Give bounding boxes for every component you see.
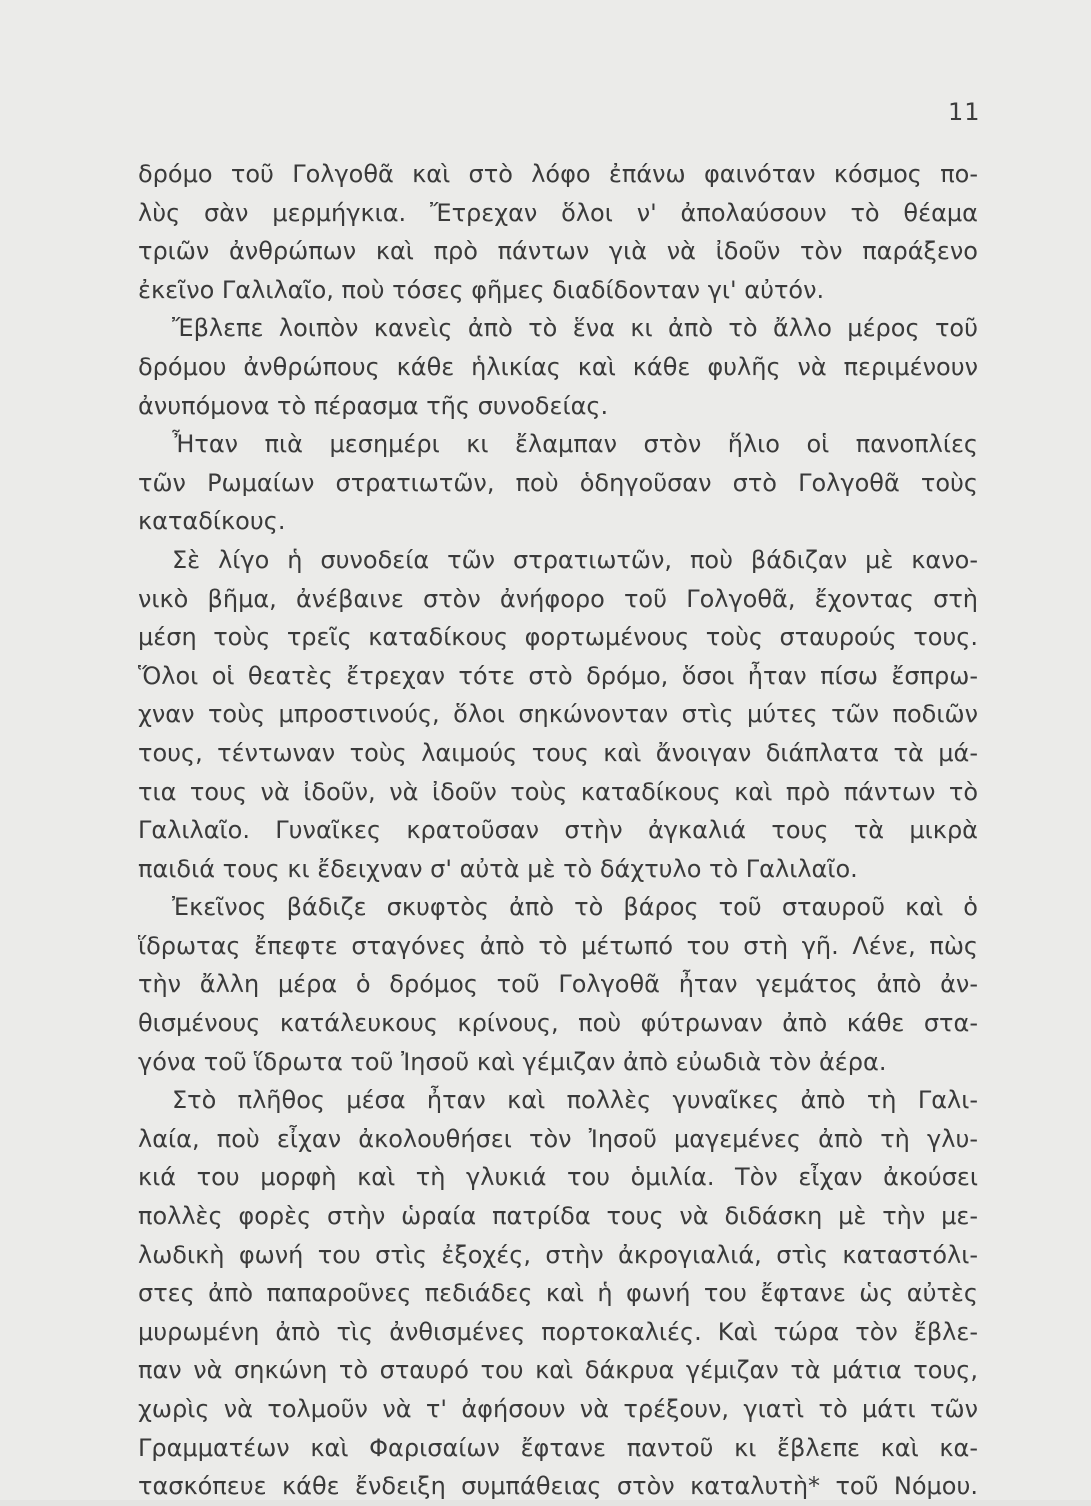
text-line: μέση τοὺς τρεῖς καταδίκους φορτωμένους τοὺς σταυρούς τους.	[138, 623, 978, 652]
text-line: ἵδρωτας ἔπεφτε σταγόνες ἀπὸ τὸ μέτωπό του στὴ γῆ. Λένε, πὼς	[138, 931, 978, 960]
page-number: 11	[948, 98, 981, 126]
text-line: νικὸ βῆμα, ἀνέβαινε στὸν ἀνήφορο τοῦ Γολγοθᾶ, ἔχοντας στὴ	[138, 584, 978, 613]
text-line: τασκόπευε κάθε ἔνδειξη συμπάθειας στὸν καταλυτὴ* τοῦ Νόμου.	[138, 1472, 978, 1501]
text-line: καταδίκους.	[138, 507, 286, 536]
text-line: κιά του μορφὴ καὶ τὴ γλυκιά του ὁμιλία. Τὸν εἶχαν ἀκούσει	[138, 1163, 978, 1192]
text-line: θισμένους κατάλευκους κρίνους, ποὺ φύτρωναν ἀπὸ κάθε στα-	[138, 1009, 978, 1038]
text-line: στες ἀπὸ παπαροῦνες πεδιάδες καὶ ἡ φωνή του ἔφτανε ὡς αὐτὲς	[138, 1279, 978, 1308]
text-line: τριῶν ἀνθρώπων καὶ πρὸ πάντων γιὰ νὰ ἰδοῦν τὸν παράξενο	[138, 237, 978, 266]
text-line: ἐκεῖνο Γαλιλαῖο, ποὺ τόσες φῆμες διαδίδονταν γι' αὐτόν.	[138, 275, 825, 304]
text-line: λωδικὴ φωνή του στὶς ἐξοχές, στὴν ἀκρογιαλιά, στὶς καταστόλι-	[138, 1240, 978, 1269]
text-line: γόνα τοῦ ἵδρωτα τοῦ Ἰησοῦ καὶ γέμιζαν ἀπὸ εὐωδιὰ τὸν ἀέρα.	[138, 1047, 887, 1076]
text-line: λαία, ποὺ εἶχαν ἀκολουθήσει τὸν Ἰησοῦ μαγεμένες ἀπὸ τὴ γλυ-	[138, 1124, 978, 1153]
text-line: μυρωμένη ἀπὸ τὶς ἀνθισμένες πορτοκαλιές. Καὶ τώρα τὸν ἔβλε-	[138, 1317, 978, 1346]
text-line: παιδιά τους κι ἔδειχναν σ' αὐτὰ μὲ τὸ δάχτυλο τὸ Γαλιλαῖο.	[138, 854, 858, 883]
text-line: παν νὰ σηκώνη τὸ σταυρό του καὶ δάκρυα γέμιζαν τὰ μάτια τους,	[138, 1356, 978, 1385]
text-line: Ἐκεῖνος βάδιζε σκυφτὸς ἀπὸ τὸ βάρος τοῦ σταυροῦ καὶ ὁ	[172, 893, 978, 922]
text-line: χναν τοὺς μπροστινούς, ὅλοι σηκώνονταν στὶς μύτες τῶν ποδιῶν	[138, 700, 978, 729]
text-line: δρόμο τοῦ Γολγοθᾶ καὶ στὸ λόφο ἐπάνω φαινόταν κόσμος πο-	[138, 160, 978, 188]
text-line: πολλὲς φορὲς στὴν ὡραία πατρίδα τους νὰ διδάσκη μὲ τὴν με-	[138, 1202, 978, 1231]
text-line: Γαλιλαῖο. Γυναῖκες κρατοῦσαν στὴν ἀγκαλιά τους τὰ μικρὰ	[138, 816, 978, 845]
body-text	[138, 155, 978, 1506]
text-line: τῶν Ρωμαίων στρατιωτῶν, ποὺ ὁδηγοῦσαν στὸ Γολγοθᾶ τοὺς	[138, 468, 978, 497]
text-line: Γραμματέων καὶ Φαρισαίων ἔφτανε παντοῦ κι ἔβλεπε καὶ κα-	[138, 1433, 978, 1462]
text-line: Σὲ λίγο ἡ συνοδεία τῶν στρατιωτῶν, ποὺ βάδιζαν μὲ κανο-	[172, 545, 978, 574]
text-line: τια τους νὰ ἰδοῦν, νὰ ἰδοῦν τοὺς καταδίκους καὶ πρὸ πάντων τὸ	[138, 777, 978, 806]
text-line: Ἔβλεπε λοιπὸν κανεὶς ἀπὸ τὸ ἕνα κι ἀπὸ τὸ ἄλλο μέρος τοῦ	[172, 314, 978, 343]
text-line: χωρὶς νὰ τολμοῦν νὰ τ' ἀφήσουν νὰ τρέξουν, γιατὶ τὸ μάτι τῶν	[138, 1395, 978, 1423]
text-line: τὴν ἄλλη μέρα ὁ δρόμος τοῦ Γολγοθᾶ ἦταν γεμάτος ἀπὸ ἀν-	[138, 970, 978, 999]
text-line: Στὸ πλῆθος μέσα ἦταν καὶ πολλὲς γυναῖκες ἀπὸ τὴ Γαλι-	[172, 1086, 978, 1115]
text-line: Ἦταν πιὰ μεσημέρι κι ἔλαμπαν στὸν ἥλιο οἱ πανοπλίες	[172, 430, 978, 459]
text-line: ἀνυπόμονα τὸ πέρασμα τῆς συνοδείας.	[138, 391, 609, 420]
text-line: Ὅλοι οἱ θεατὲς ἔτρεχαν τότε στὸ δρόμο, ὅσοι ἦταν πίσω ἔσπρω-	[138, 661, 978, 690]
text-line: τους, τέντωναν τοὺς λαιμούς τους καὶ ἄνοιγαν διάπλατα τὰ μά-	[138, 738, 978, 767]
text-line: λὺς σὰν μερμήγκια. Ἔτρεχαν ὅλοι ν' ἀπολαύσουν τὸ θέαμα	[138, 198, 978, 227]
text-line: δρόμου ἀνθρώπους κάθε ἡλικίας καὶ κάθε φυλῆς νὰ περιμένουν	[138, 352, 978, 381]
